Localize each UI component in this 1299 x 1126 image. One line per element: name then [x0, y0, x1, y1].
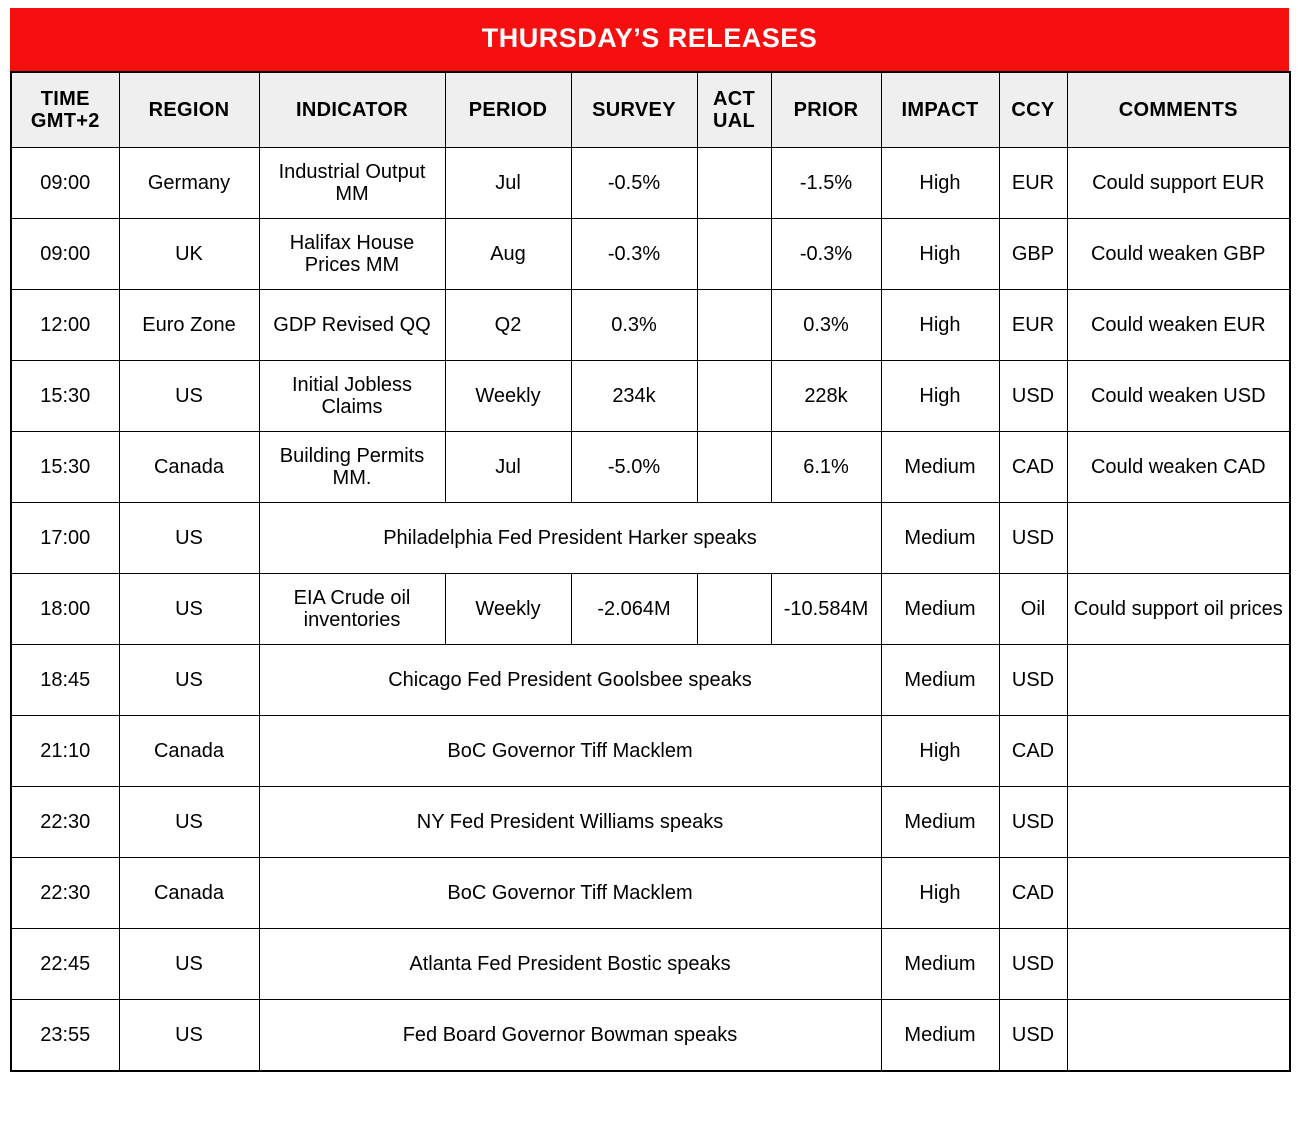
cell-ccy: EUR	[999, 290, 1067, 361]
table-row	[11, 858, 1290, 929]
cell-period: Weekly	[445, 361, 571, 432]
cell-ccy: CAD	[999, 716, 1067, 787]
table-body	[11, 148, 1290, 1072]
cell-ccy: USD	[999, 503, 1067, 574]
cell-impact: High	[881, 219, 999, 290]
cell-indicator: BoC Governor Tiff Macklem	[259, 858, 881, 929]
cell-region: US	[119, 361, 259, 432]
cell-indicator: Halifax House Prices MM	[259, 219, 445, 290]
cell-impact: Medium	[881, 1000, 999, 1072]
cell-comments	[1067, 858, 1290, 929]
column-header-time-line1: TIME	[40, 87, 90, 110]
column-header-prior: PRIOR	[771, 72, 881, 148]
cell-indicator: Industrial Output MM	[259, 148, 445, 219]
table-header	[11, 72, 1290, 148]
cell-impact: Medium	[881, 574, 999, 645]
cell-time: 18:45	[11, 645, 119, 716]
cell-ccy: EUR	[999, 148, 1067, 219]
cell-period: Jul	[445, 148, 571, 219]
cell-comments: Could weaken USD	[1067, 361, 1290, 432]
cell-time: 18:00	[11, 574, 119, 645]
cell-comments	[1067, 716, 1290, 787]
cell-region: US	[119, 787, 259, 858]
cell-comments	[1067, 503, 1290, 574]
cell-region: Canada	[119, 716, 259, 787]
table-row	[11, 432, 1290, 503]
cell-time: 09:00	[11, 219, 119, 290]
page-title: THURSDAY’S RELEASES	[10, 8, 1289, 71]
table-row	[11, 716, 1290, 787]
releases-table	[10, 71, 1291, 1072]
cell-actual	[697, 432, 771, 503]
cell-comments: Could support oil prices	[1067, 574, 1290, 645]
cell-indicator: Fed Board Governor Bowman speaks	[259, 1000, 881, 1072]
column-header-survey: SURVEY	[571, 72, 697, 148]
cell-comments: Could support EUR	[1067, 148, 1290, 219]
cell-period: Jul	[445, 432, 571, 503]
cell-time: 22:30	[11, 787, 119, 858]
cell-time: 23:55	[11, 1000, 119, 1072]
cell-indicator: Initial Jobless Claims	[259, 361, 445, 432]
column-header-actual	[697, 72, 771, 148]
cell-survey: -0.5%	[571, 148, 697, 219]
cell-region: Euro Zone	[119, 290, 259, 361]
cell-time: 22:45	[11, 929, 119, 1000]
cell-time: 22:30	[11, 858, 119, 929]
column-header-region: REGION	[119, 72, 259, 148]
cell-ccy: GBP	[999, 219, 1067, 290]
cell-survey: -2.064M	[571, 574, 697, 645]
cell-survey: -0.3%	[571, 219, 697, 290]
cell-time: 15:30	[11, 432, 119, 503]
cell-ccy: USD	[999, 929, 1067, 1000]
cell-ccy: USD	[999, 361, 1067, 432]
cell-indicator: Philadelphia Fed President Harker speaks	[259, 503, 881, 574]
cell-region: US	[119, 574, 259, 645]
cell-actual	[697, 290, 771, 361]
cell-time: 09:00	[11, 148, 119, 219]
cell-indicator: Chicago Fed President Goolsbee speaks	[259, 645, 881, 716]
cell-survey: 234k	[571, 361, 697, 432]
table-row	[11, 361, 1290, 432]
table-row	[11, 148, 1290, 219]
cell-impact: Medium	[881, 645, 999, 716]
cell-period: Weekly	[445, 574, 571, 645]
cell-indicator: NY Fed President Williams speaks	[259, 787, 881, 858]
cell-impact: Medium	[881, 929, 999, 1000]
cell-prior: -1.5%	[771, 148, 881, 219]
column-header-ccy: CCY	[999, 72, 1067, 148]
cell-actual	[697, 219, 771, 290]
cell-comments	[1067, 929, 1290, 1000]
cell-indicator: Building Permits MM.	[259, 432, 445, 503]
cell-region: US	[119, 1000, 259, 1072]
column-header-indicator: INDICATOR	[259, 72, 445, 148]
table-row	[11, 645, 1290, 716]
cell-region: US	[119, 503, 259, 574]
cell-comments	[1067, 787, 1290, 858]
cell-actual	[697, 148, 771, 219]
cell-impact: High	[881, 148, 999, 219]
cell-survey: 0.3%	[571, 290, 697, 361]
table-row	[11, 787, 1290, 858]
cell-ccy: USD	[999, 1000, 1067, 1072]
cell-indicator: Atlanta Fed President Bostic speaks	[259, 929, 881, 1000]
cell-region: Canada	[119, 858, 259, 929]
cell-time: 17:00	[11, 503, 119, 574]
column-header-impact: IMPACT	[881, 72, 999, 148]
cell-region: UK	[119, 219, 259, 290]
cell-ccy: CAD	[999, 858, 1067, 929]
cell-time: 21:10	[11, 716, 119, 787]
cell-indicator: EIA Crude oil inventories	[259, 574, 445, 645]
cell-impact: High	[881, 858, 999, 929]
cell-prior: 0.3%	[771, 290, 881, 361]
cell-comments	[1067, 1000, 1290, 1072]
cell-region: US	[119, 929, 259, 1000]
column-header-time-line2: GMT+2	[30, 110, 100, 132]
table-row	[11, 574, 1290, 645]
cell-ccy: CAD	[999, 432, 1067, 503]
cell-region: Germany	[119, 148, 259, 219]
cell-actual	[697, 361, 771, 432]
cell-comments: Could weaken GBP	[1067, 219, 1290, 290]
cell-prior: 228k	[771, 361, 881, 432]
column-header-actual-line1: ACT	[712, 87, 755, 110]
cell-indicator: BoC Governor Tiff Macklem	[259, 716, 881, 787]
cell-impact: Medium	[881, 432, 999, 503]
cell-prior: -10.584M	[771, 574, 881, 645]
cell-prior: -0.3%	[771, 219, 881, 290]
header-row	[11, 72, 1290, 148]
cell-ccy: USD	[999, 787, 1067, 858]
table-row	[11, 929, 1290, 1000]
cell-time: 12:00	[11, 290, 119, 361]
cell-comments	[1067, 645, 1290, 716]
table-row	[11, 290, 1290, 361]
cell-impact: High	[881, 290, 999, 361]
cell-ccy: USD	[999, 645, 1067, 716]
cell-impact: High	[881, 716, 999, 787]
table-row	[11, 503, 1290, 574]
cell-impact: Medium	[881, 787, 999, 858]
cell-time: 15:30	[11, 361, 119, 432]
table-row	[11, 1000, 1290, 1072]
cell-comments: Could weaken CAD	[1067, 432, 1290, 503]
cell-region: US	[119, 645, 259, 716]
cell-impact: High	[881, 361, 999, 432]
cell-actual	[697, 574, 771, 645]
cell-comments: Could weaken EUR	[1067, 290, 1290, 361]
cell-period: Aug	[445, 219, 571, 290]
cell-ccy: Oil	[999, 574, 1067, 645]
cell-prior: 6.1%	[771, 432, 881, 503]
cell-region: Canada	[119, 432, 259, 503]
column-header-time	[11, 72, 119, 148]
cell-indicator: GDP Revised QQ	[259, 290, 445, 361]
cell-impact: Medium	[881, 503, 999, 574]
cell-survey: -5.0%	[571, 432, 697, 503]
column-header-period: PERIOD	[445, 72, 571, 148]
table-row	[11, 219, 1290, 290]
column-header-actual-line2: UAL	[712, 110, 755, 132]
cell-period: Q2	[445, 290, 571, 361]
column-header-comments: COMMENTS	[1067, 72, 1290, 148]
